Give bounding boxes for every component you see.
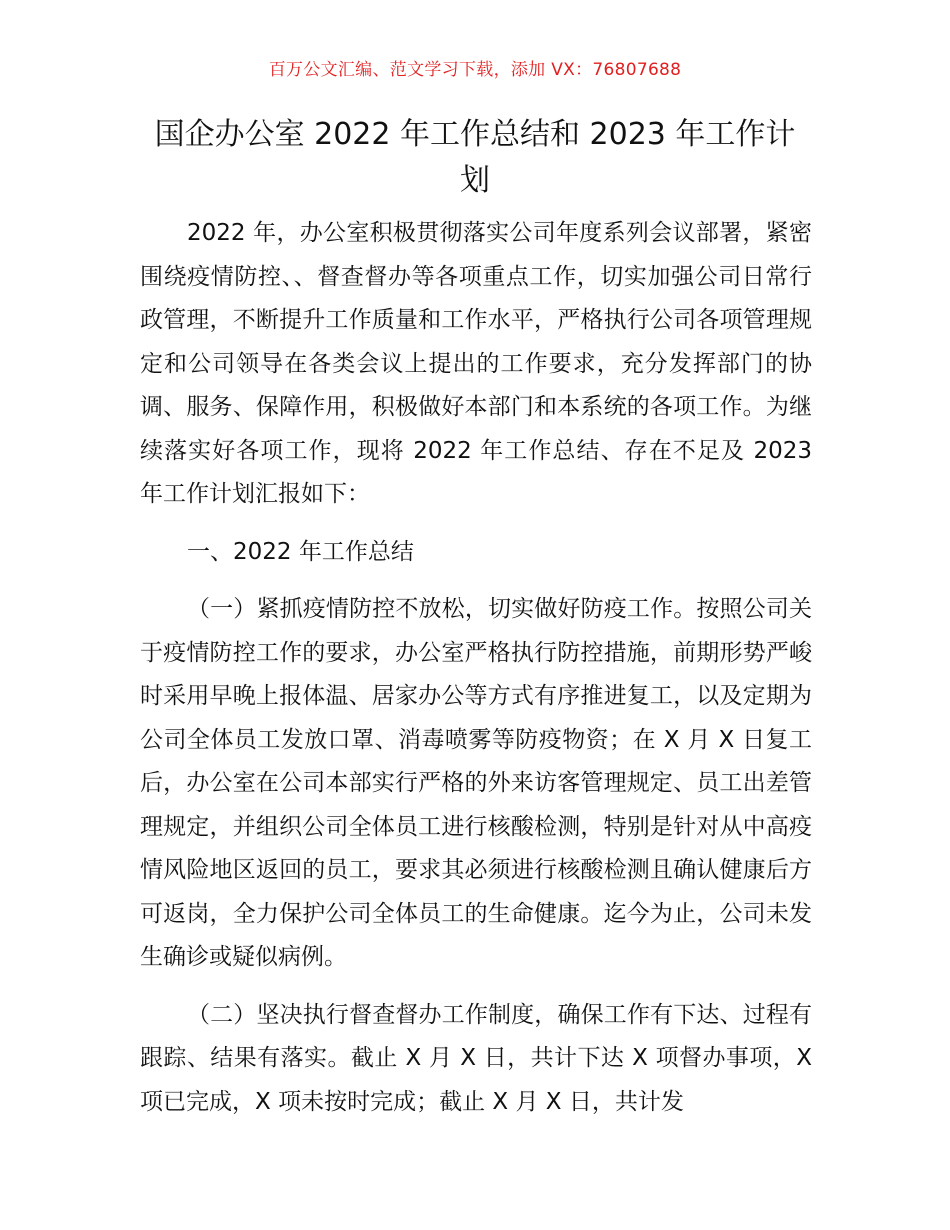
intro-paragraph: 2022 年，办公室积极贯彻落实公司年度系列会议部署，紧密围绕疫情防控、、督查督办等各项重点工作，切实加强公司日常行政管理，不断提升工作质量和工作水平，严格执行公司各项管理规定和公司领导在各类会议上提出的工作要求，充分发挥部门的协调、服务、保障作用，积极做好本部门和本系统的各项工作。为继续落实好各项工作，现将 2022 年工作总结、存在不足及 2023 年工作计划汇报如下：	[140, 220, 812, 507]
section-paragraph-1: （一）紧抓疫情防控不放松，切实做好防疫工作。按照公司关于疫情防控工作的要求，办公室严格执行防控措施，前期形势严峻时采用早晚上报体温、居家办公等方式有序推进复工，以及定期为公司全体员工发放口罩、消毒喷雾等防疫物资；在 X 月 X 日复工后，办公室在公司本部实行严格的外来访客管理规定、员工出差管理规定，并组织公司全体员工进行核酸检测，特别是针对从中高疫情风险地区返回的员工，要求其必须进行核酸检测且确认健康后方可返岗，全力保护公司全体员工的生命健康。迄今为止，公司未发生确诊或疑似病例。	[140, 596, 812, 970]
section-heading: 一、2022 年工作总结	[187, 538, 414, 565]
watermark-header: 百万公文汇编、范文学习下载，添加 VX：76807688	[268, 60, 682, 80]
document-title: 国企办公室 2022 年工作总结和 2023 年工作计划	[154, 117, 796, 198]
document-body	[140, 212, 812, 1138]
section-paragraph-2: （二）坚决执行督查督办工作制度，确保工作有下达、过程有跟踪、结果有落实。截止 X 月 X 日，共计下达 X 项督办事项，X 项已完成，X 项未按时完成；截止 X 月 X 日，共计发	[140, 1001, 812, 1115]
